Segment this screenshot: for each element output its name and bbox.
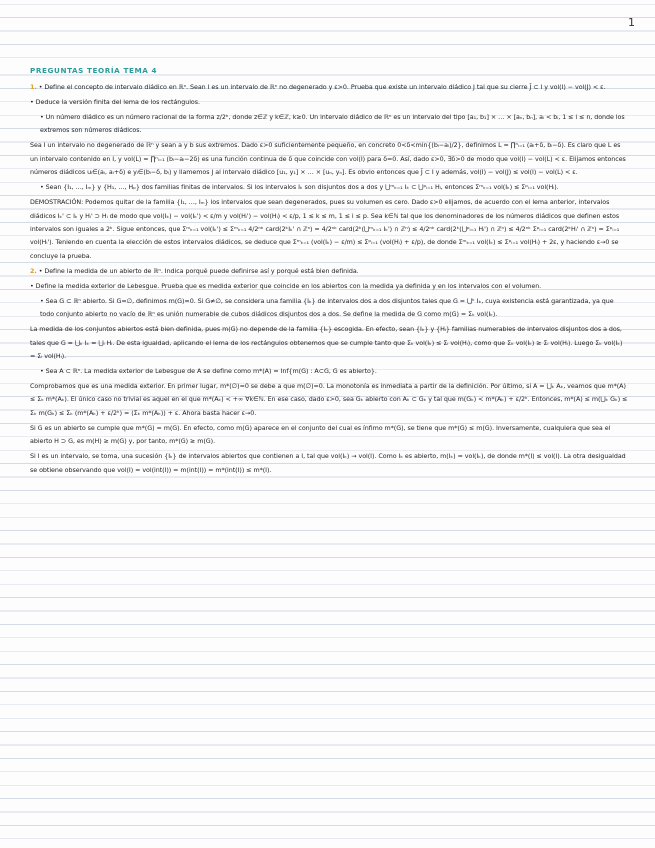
paragraph-text: • Un número diádico es un número racional de la forma z/2ᵏ, donde z∈ℤ y k∈ℤ, k≥0. Un intervalo diádico de ℝⁿ es un intervalo del tipo [a₁, b₁] × … × [aₙ, bₙ], aᵢ < bᵢ, 1 ≤ i ≤ n, donde los extremos son números diádicos. xyxy=(40,114,625,135)
open-set-measure xyxy=(30,295,628,322)
notes-content xyxy=(30,66,628,479)
paragraph-text: • Sea G ⊂ ℝⁿ abierto. Si G=∅, definimos m(G)=0. Si G≠∅, se considera una familia {Iₖ} de intervalos dos a dos disjuntos tales que G = ⋃ᵏ Iₖ, cuya existencia está garantizada, ya que todo conjunto abierto no vacío de ℝⁿ es unión numerable de cubos diádicos disjuntos dos a dos. Se define la medida de G como m(G) = Σₖ vol(Iₖ). xyxy=(40,297,614,319)
paragraph-text: • Define la medida de un abierto de ℝⁿ. Indica porqué puede definirse así y porqué está bien definida. xyxy=(38,267,359,275)
paragraph-text: DEMOSTRACIÓN: Podemos quitar de la familia {I₁, …, Iₘ} los intervalos que sean degenerados, pues su volumen es cero. Dado ε>0 elijamos, de acuerdo con el lema anterior, intervalos diádicos Iₖ' ⊂ Iₖ y Hᵢ' ⊃ Hᵢ de modo que vol(Iₖ) − vol(Iₖ') < ε/m y vol(Hᵢ') − vol(Hᵢ) < ε/p, 1 ≤ k ≤ m, 1 ≤ i ≤ p. Sea k∈ℕ tal que los denominadores de los números diádicos que definen estos intervalos son iguales a 2ᵏ. Sigue entonces, que Σᵐₖ₌₁ vol(Iₖ') ≤ Σᵐₖ₌₁ 4/2ⁿᵏ card(2ᵏIₖ' ∩ ℤⁿ) = 4/2ⁿᵏ card(2ᵏ(⋃ᵐₖ₌₁ Iₖ') ∩ ℤⁿ) ≤ 4/2ⁿᵏ card(2ᵏ(⋃ᵖᵢ₌₁ Hᵢ') ∩ ℤⁿ) ≤ 4/2ⁿᵏ Σᵖᵢ₌₁ card(2ᵏHᵢ' ∩ ℤⁿ) = Σᵖᵢ₌₁ vol(Hᵢ'). Teniendo en cuenta la elección de estos intervalos diádicos, se deduce que Σᵐₖ₌₁ (vol(Iₖ) − ε/m) ≤ Σᵖᵢ₌₁ (vol(Hᵢ) + ε/p), de donde Σᵐₖ₌₁ vol(Iₖ) ≤ Σᵖᵢ₌₁ vol(Hᵢ) + 2ε, y haciendo ε→0 se concluye la prueba. xyxy=(30,199,620,260)
question-number: 1. xyxy=(30,84,37,91)
paragraph-text: La medida de los conjuntos abiertos está bien definida, pues m(G) no depende de la familia {Iₖ} escogida. En efecto, sean {Iₖ} y {Hᵢ} familias numerables de intervalos disjuntos dos a dos, tales que G = ⋃ₖ Iₖ = ⋃ᵢ Hᵢ. De esta igualdad, aplicando el lema de los rectángulos obtenemos que se cumple tanto que Σₖ vol(Iₖ) ≤ Σᵢ vol(Hᵢ), como que Σₖ vol(Iₖ) ≥ Σᵢ vol(Hᵢ). Luego Σₖ vol(Iₖ) = Σᵢ vol(Hᵢ). xyxy=(30,326,623,361)
question-number: 2. xyxy=(30,267,37,275)
question-2-exterior xyxy=(30,280,628,293)
exterior-measure-proof xyxy=(30,380,628,420)
question-2-statement xyxy=(30,265,628,278)
paragraph-text: • Sean {I₁, …, Iₘ} y {H₁, …, Hₚ} dos familias finitas de intervalos. Si los intervalos Iₖ son disjuntos dos a dos y ⋃ᵐₖ₌₁ Iₖ ⊂ ⋃ᵖᵢ₌₁ Hᵢ, entonces Σᵐₖ₌₁ vol(Iₖ) ≤ Σᵖᵢ₌₁ vol(Hᵢ). xyxy=(40,184,559,192)
rectangles-proof xyxy=(30,196,628,263)
question-1-deduce xyxy=(30,96,628,109)
paragraph-text: • Define el concepto de intervalo diádico en ℝⁿ. Sean I es un intervalo de ℝⁿ no degenerado y ε>0. Prueba que existe un intervalo diádico J tal que su cierre J̄ ⊂ I y vol(I) − vol(J) < ε. xyxy=(38,84,606,91)
question-1-statement xyxy=(30,81,628,94)
paragraph-text: • Define la medida exterior de Lebesgue. Prueba que es medida exterior que coincide en los abiertos con la medida ya definida y en los intervalos con el volumen. xyxy=(30,282,542,290)
well-defined-proof xyxy=(30,323,628,363)
page-number: 1 xyxy=(628,16,635,29)
interval-coincidence xyxy=(30,450,628,477)
paragraph-text: • Sea A ⊂ ℝⁿ. La medida exterior de Lebesgue de A se define como m*(A) = Inf{m(G) : A⊂G, G es abierto}. xyxy=(40,368,377,376)
page-title: PREGUNTAS TEORÍA TEMA 4 xyxy=(30,66,158,75)
paragraph-text: Si G es un abierto se cumple que m*(G) = m(G). En efecto, como m(G) aparece en el conjunto del cual es ínfimo m*(G), se tiene que m*(G) ≤ m(G). Inversamente, cualquiera que sea el abierto H ⊃ G, es m(H) ≥ m(G) y, por tanto, m*(G) ≥ m(G). xyxy=(30,424,611,446)
rectangles-lemma xyxy=(30,181,628,194)
paragraph-text: Comprobamos que es una medida exterior. En primer lugar, m*(∅)=0 se debe a que m(∅)=0. La monotonía es inmediata a partir de la definición. Por último, si A = ⋃ₖ Aₖ, veamos que m*(A) ≤ Σₖ m*(Aₖ). El único caso no trivial es aquel en el que m*(Aₖ) < +∞ ∀k∈ℕ. En ese caso, dado ε>0, sea Gₖ abierto con Aₖ ⊂ Gₖ y tal que m(Gₖ) < m*(Aₖ) + ε/2ᵏ. Entonces, m*(A) ≤ m(⋃ₖ Gₖ) ≤ Σₖ m(Gₖ) ≤ Σₖ (m*(Aₖ) + ε/2ᵏ) = (Σₖ m*(Aₖ)) + ε. Ahora basta hacer ε→0. xyxy=(30,383,628,417)
paragraph-text: Si I es un intervalo, se toma, una sucesión {Iₖ} de intervalos abiertos que contienen a I, tal que vol(Iₖ) → vol(I). Como Iₖ es abierto, m(Iₖ) = vol(Iₖ), de donde m*(I) ≤ vol(I). La otra desigualdad se obtiene observando que vol(I) = vol(int(I)) = m(int(I)) = m*(int(I)) ≤ m*(I). xyxy=(30,453,626,474)
exterior-measure-definition xyxy=(30,365,628,378)
dyadic-definition xyxy=(30,111,628,138)
dyadic-lemma-proof xyxy=(30,139,628,179)
paragraph-text: Sea I un intervalo no degenerado de ℝⁿ y sean a y b sus extremos. Dado ε>0 suficientemente pequeño, en concreto 0<δ<min{(bᵢ−aᵢ)/2}, definimos L = ∏ⁿᵢ₌₁ (aᵢ+δ, bᵢ−δ). Es claro que L es un intervalo contenido en I, y vol(L) = ∏ⁿᵢ₌₁ (bᵢ−aᵢ−2δ) es una función continua de δ que coincide con vol(I) para δ=0. Así, dado ε>0, ∃δ>0 de modo que vol(I) − vol(L) < ε. Elijamos entonces números diádicos uᵢ∈(aᵢ, aᵢ+δ) e yᵢ∈(bᵢ−δ, bᵢ) y llamemos J al intervalo diádico [u₁, y₁] × … × [uₙ, yₙ]. Es obvio entonces que J̄ ⊂ I y además, vol(I) − vol(J) ≤ vol(I) − vol(L) < ε. xyxy=(30,142,626,177)
open-set-coincidence xyxy=(30,422,628,449)
paragraph-text: • Deduce la versión finita del lema de los rectángulos. xyxy=(30,99,200,106)
